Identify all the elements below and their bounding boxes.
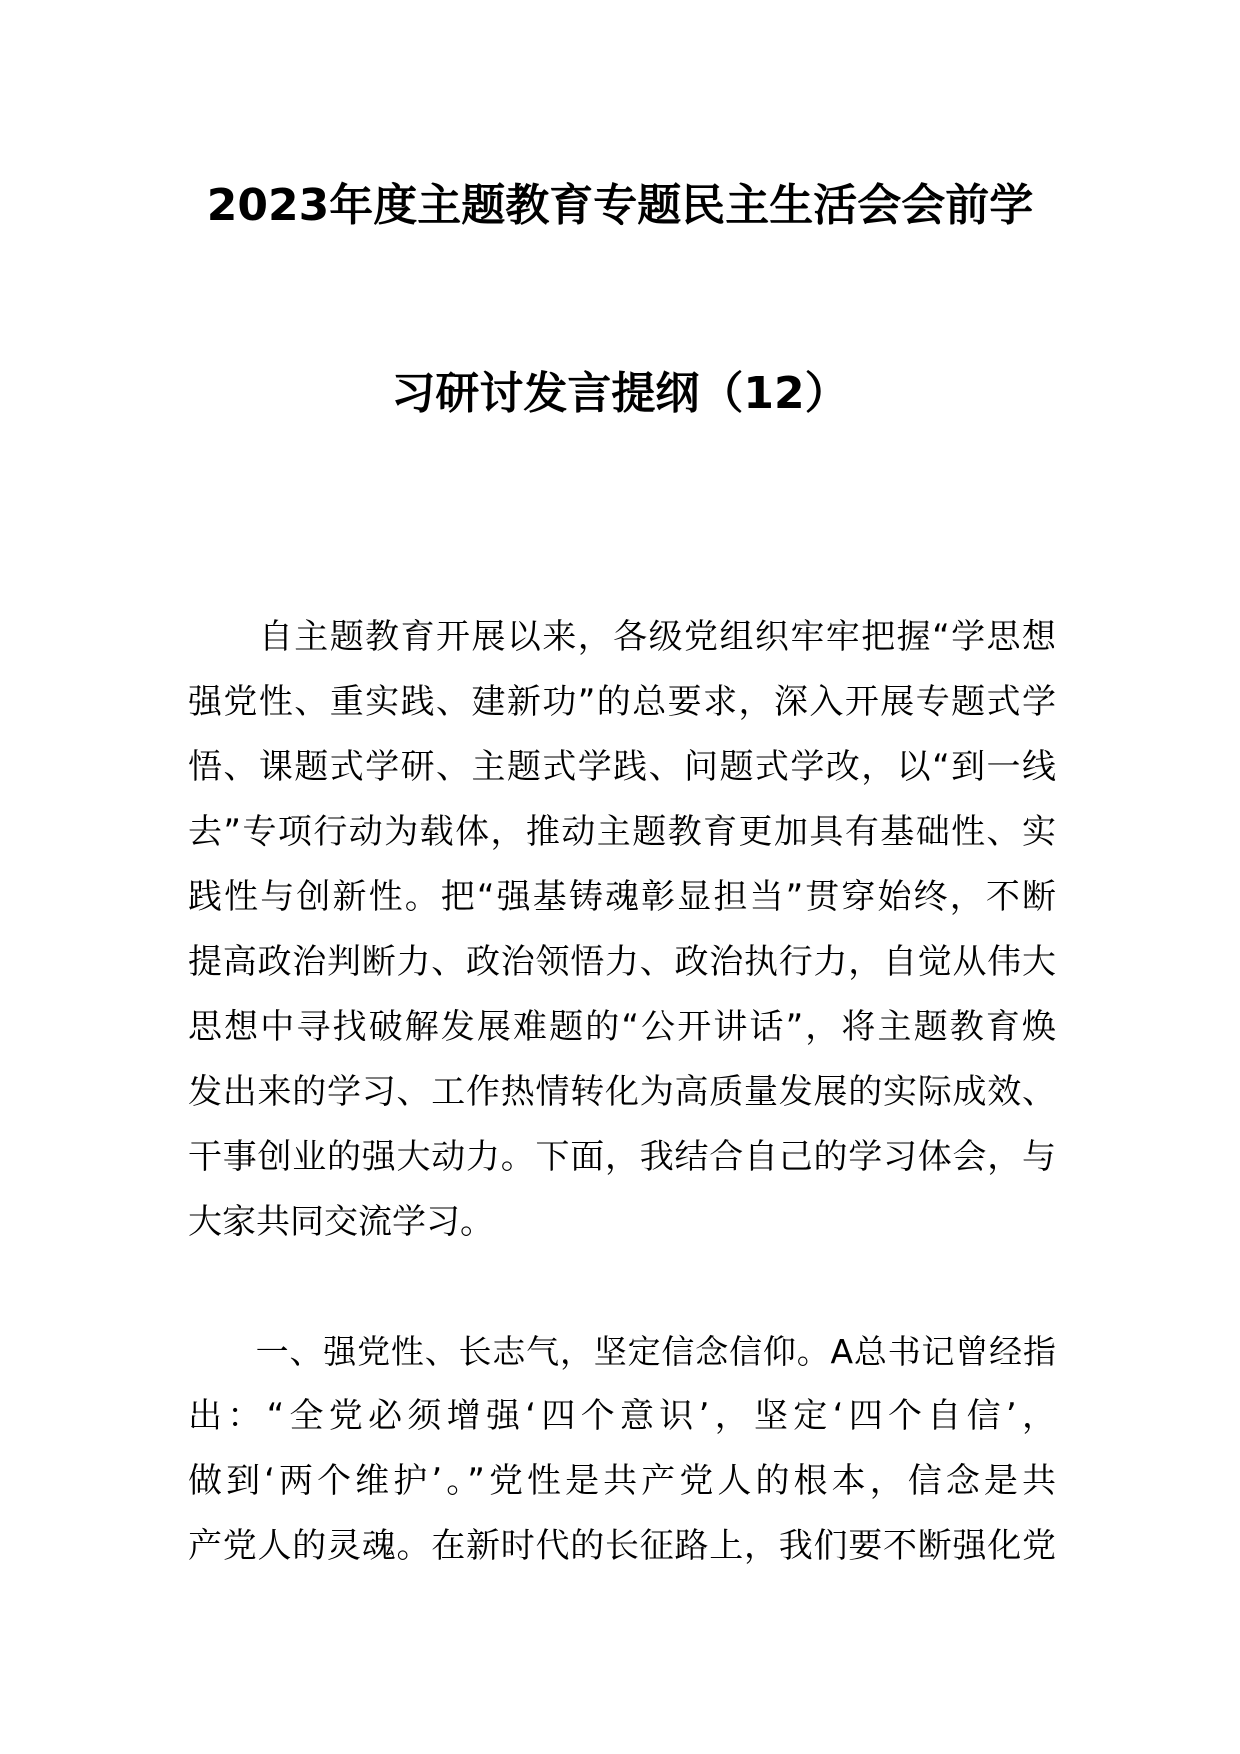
text-line: 大家共同交流学习。 — [188, 1202, 494, 1242]
text-line: 践性与创新性。把“强基铸魂彰显担当”贯穿始终，不断 — [188, 877, 1056, 917]
text-line: 产党人的灵魂。在新时代的长征路上，我们要不断强化党 — [188, 1526, 1056, 1566]
document-title-line-1: 2023年度主题教育专题民主生活会会前学 — [206, 180, 1034, 231]
text-line: 提高政治判断力、政治领悟力、政治执行力，自觉从伟大 — [188, 942, 1056, 982]
text-line: 强党性、重实践、建新功”的总要求，深入开展专题式学 — [188, 682, 1056, 722]
document-title-line-2: 习研讨发言提纲（12） — [391, 368, 849, 419]
text-line: 做到‘两个维护’。”党性是共产党人的根本，信念是共 — [188, 1461, 1056, 1501]
text-line: 悟、课题式学研、主题式学践、问题式学改，以“到一线 — [188, 747, 1056, 787]
paragraph-section-one — [188, 1319, 1056, 1579]
text-line: 一、强党性、长志气，坚定信念信仰。A总书记曾经指 — [188, 1332, 1056, 1371]
text-line: 自主题教育开展以来，各级党组织牢牢把握“学思想 — [188, 617, 1056, 657]
text-line: 去”专项行动为载体，推动主题教育更加具有基础性、实 — [188, 812, 1056, 852]
text-line: 干事创业的强大动力。下面，我结合自己的学习体会，与 — [188, 1137, 1056, 1177]
text-line: 出：“全党必须增强‘四个意识’，坚定‘四个自信’， — [188, 1396, 1056, 1436]
text-line: 思想中寻找破解发展难题的“公开讲话”，将主题教育焕 — [188, 1007, 1056, 1047]
paragraph-intro — [188, 605, 1056, 1255]
text-line: 发出来的学习、工作热情转化为高质量发展的实际成效、 — [188, 1072, 1056, 1112]
